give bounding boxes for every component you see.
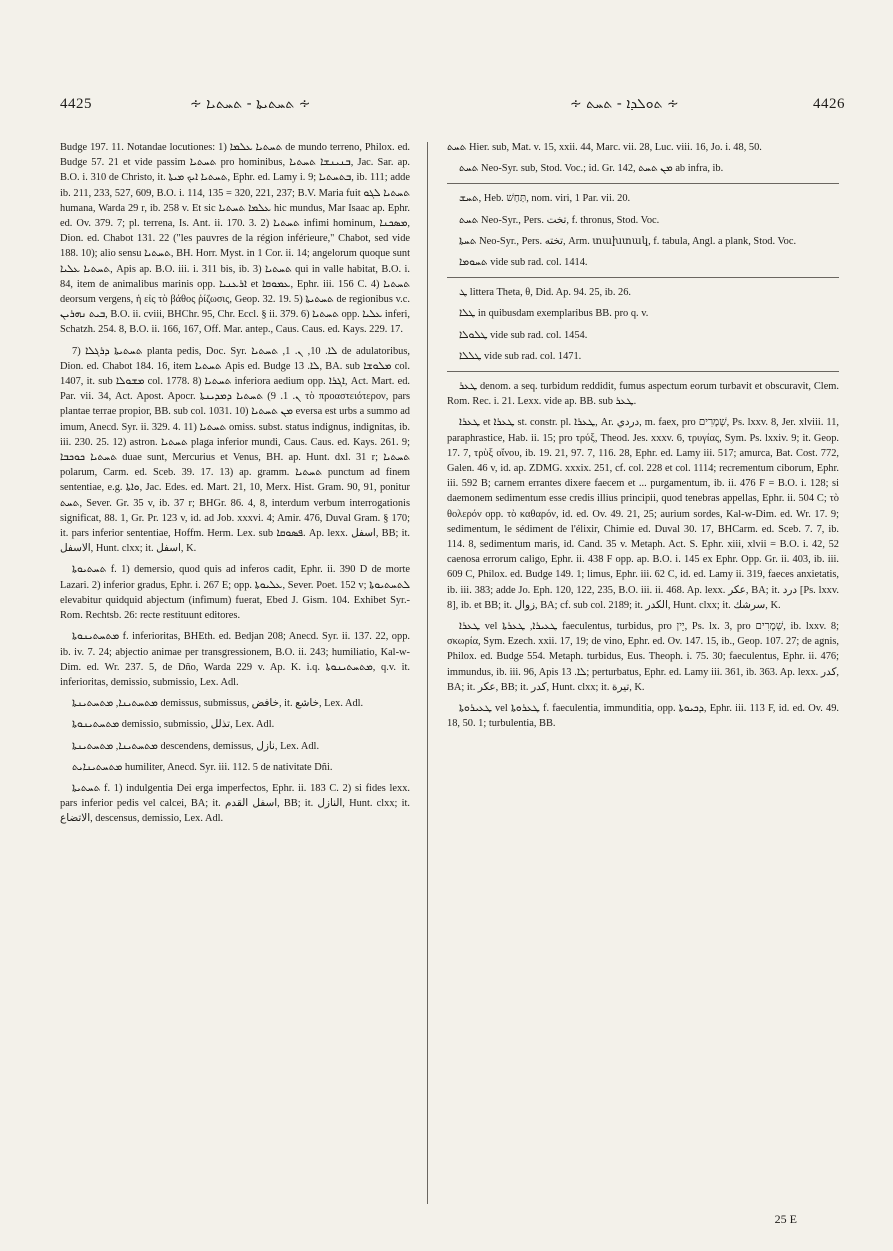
page-number-right: 4426 [813, 96, 845, 112]
right-column [447, 140, 839, 1220]
running-head-right: ∻ ܬܘܠܕܐ - ܬܚܬ ∻ [570, 96, 679, 112]
entry: ܛܥܝܪܘܬܐ vel ܛܥܪܘܬܐ f. faeculentia, immunditia, opp. ܕܟܝܘܬܐ, Ephr. iii. 113 F, id. ed. Ov. 49. 18, 50. 1; turbulentia, BB. [447, 703, 839, 730]
entry: ܡܬܚܬܝܢܘܬܐ f. inferioritas, BHEth. ed. Bedjan 208; Anecd. Syr. ii. 137. 22, opp. ib. iv. 7. 24; abjectio animae per transgressionem, B.O. ii. 243; humiliatio, Kal-w-Dim. ed. Wr. 237. 5, de Dño, Warda 229 v. Ap. K. i.q. ܡܬܚܬܝܢܘܬܐ, q.v. it. inferioritas, demissio, submissio, Lex. Adl. [60, 631, 410, 688]
entry: ܡܬܚܬܝܢܐ, ܡܬܚܬܝܢܬܐ descendens, demissus, نازل, Lex. Adl. [72, 740, 320, 752]
entry: ܡܬܚܬܝܢܐ, ܡܬܚܬܝܢܬܐ demissus, submissus, خافض, it. خاشع, Lex. Adl. [72, 698, 364, 710]
page-number-left: 4425 [60, 96, 92, 112]
entry: ܛܥܪ denom. a seq. turbidum reddidit, fumus aspectum eorum turbavit et obscuravit, Clem. Rom. Rec. i. 21. Lexx. vide ap. BB. sub ܛܥܪ. [447, 381, 839, 408]
entry: ܬܚܬܐ Neo-Syr., Pers. تخته, Arm. տախտակ, f. tabula, Angl. a plank, Stod. Voc. [459, 235, 797, 247]
page-header [60, 96, 845, 120]
entry: ܛܠܘܠܐ vide sub rad. col. 1454. [459, 329, 588, 341]
section-rule [447, 183, 839, 184]
entry: ܬܚܬ Neo-Syr. sub, Stod. Voc.; id. Gr. 142, ܡܢ ܬܚܬ ab infra, ib. [459, 163, 724, 175]
section-rule [447, 371, 839, 372]
entry: ܬܚܘܡܐ vide sub rad. col. 1414. [459, 257, 588, 269]
entry: ܛܠܠܐ vide sub rad. col. 1471. [459, 350, 582, 362]
entry: ܛܥܪܐ vel ܛܥܝܪܐ, ܛܥܪܬܐ faeculentus, turbidus, pro יֵין, Ps. lx. 3, pro שְׁמָרִים, ib. lxxv. 8; σκωρία, Sym. Ezech. xxii. 17, 19; de vino, Ephr. ed. Ov. 147. 15, ib., Geop. 107. 27; de agnis, Philox. ed. Budge 554. Metaph. turbidus, Eus. Theoph. i. 75. 30; faeculentus, Ephr. ii. 476; immundus, ib. iii. 96, Apis ܠܐ. 13; perturbatus, Ephr. ed. Lamy iii. 361, ib. 363. Ap. lexx. كدر, BA; it. عكر, BB; it. كدر, Hunt. clxx; it. تيرة, K. [447, 621, 839, 693]
entry: Budge 197. 11. Notandae locutiones: 1) ܬܚܬܝܐ ܥܠܡܐ de mundo terreno, Philox. ed. Budge 57. 21 et vide passim ܬܚܬܝܐ pro hominibus, ܒܢܝܢܫܐ ܬܚܬܝܐ, Jac. Sar. ap. B.O. i. 310 de Christo, it. ܬܚܬܝܐ ܐܝܟ ܡܝܬܐ, Ephr. ed. Lamy i. 9; ܒܬܚܬܝܐ, ib. 111; adde ib. 211, 233, 527, 609, B.O. i. 114, 135 = 320, 221, 237; B.V. Maria fuit ܬܚܬܝܐ ܠܓܘ humana, Warda 29 r, ib. 258 v. Et sic ܥܠܡܐ ܬܚܬܝܐ hic mundus, Mar Isaac ap. Ephr. ed. Ov. 379. 7; pl. terrena, Is. Ant. ii. 170. 3. 2) ܬܚܬܝܐ infimi hominum, ܡܣܟܢܐ, Dion. ed. Chabot 131. 22 ("les pauvres de la région inférieure," Chabot, sed vide 188. 10); alio sensu ܬܚܬܝܐ, BH. Horr. Myst. in 1 Cor. ii. 14; angelorum quoque sunt ܬܚܬܝܐ ܥܠܝܐ, Apis ap. B.O. iii. i. 311 bis, ib. 3) ܬܚܬܝܐ qui in valle habitat, B.O. i. 84, item de animalibus marinis opp. ܐܪܥܢܝܐ et ܥܡܘܩܐ, Ephr. iii. 156 C. 4) ܬܚܬܝܐ deorsum vergens, ἡ εἰς τὸ βάθος ῥίζωσις, Geop. 32. 19. 5) ܬܚܬܝܬܐ de regionibus v.c. ܒܝܬ ܢܗܪܝܢ, B.O. ii. cviii, BHChr. 95, Chr. Eccl. § ii. 379. 6) ܬܚܬܝܐ opp. ܥܠܝܐ inferi, Schatzh. 254. 8, B.O. ii. 166, 167, Off. Mar. antep., Caus. Caus. ed. Kays. 229. 17. [60, 142, 410, 336]
column-divider [427, 142, 428, 1204]
entry: ܬܚܫ, Heb. תַּחַשׁ, nom. viri, 1 Par. vii. 20. [459, 193, 631, 205]
entry: ܬܚܬ Neo-Syr., Pers. تخت, f. thronus, Stod. Voc. [459, 214, 660, 226]
entry: ܬܚܬ Hier. sub, Mat. v. 15, xxii. 44, Marc. vii. 28, Luc. viii. 16, Jo. i. 48, 50. [447, 142, 762, 153]
entry: 7) ܬܚܬܝܬܐ ܕܪܓܠܐ planta pedis, Doc. Syr. ܠܐ. 10, ܢ. 1, ܬܚܬܝܐ de adulatoribus, Dion. ed. Chabot 184. 16, item ܬܚܬܝܐ Apis ed. Budge ܠܐ. 13, BA. sub ܡܠܘܫܐ col. 1407, it. sub ܡܫܘܠܐ col. 1778. 8) ܬܚܬܝܐ inferiora aedium opp. ܐܓܪܐ, Act. Mart. ed. Par. vii. 34, Act. Apost. Apocr. ܢ. 1. 9) ܬܚܬܝܐ ܕܡܕܝܢܬܐ τὸ προαστειότερον, pars plantae terrae propior, BB. sub col. 1031. 10) ܡܢ ܬܚܬܝܐ eversa est urbs a summo ad imum, Anecd. Syr. ii. 329. 4. 11) ܬܚܬܝܐ omiss. subst. status indignus, indignitas, ib. iii. 230. 25. 12) astron. ܬܚܬܝܐ plaga inferior mundi, Caus. Caus. ed. Kays. 261. 9; ܬܚܬܝܐ ܟܘܟܒܐ duae sunt, Mercurius et Venus, BH. ap. Hunt. dxl. 31 r; ܬܚܬܝܐ polarum, Carm. ed. Sceb. 39. 17. 13) ap. gramm. ܬܚܬܝܐ punctum ad finem sententiae, e.g. ܘܐܬܐ, Jac. Edes. ed. Mart. 21, 10, Merx. Hist. Gram. 90, 91, ponitur ܬܚܬ, Sever. Gr. 35 v, ib. 37 r; BHGr. 86. 4, 8, interdum verbum interrogationis significat, 88. 1, Gr. Pr. 123 v, id. ad Job. xxxvi. 4; Amir. 476, Duval Gram. § 170; it. pars inferior sententiae, Hoffm. Herm. Lex. sub ܦܣܘܩܐ. Ap. lexx. اسفل, BB; it. الاسفل, Hunt. clxx; it. اسفل, K. [60, 345, 410, 555]
entry: ܬܚܬܝܬܐ f. 1) indulgentia Dei erga imperfectos, Ephr. ii. 183 C. 2) si fides lexx. pars inferior pedis vel calcei, BA; it. اسفل القدم, BB; it. النازل, Hunt. clxx; it. الاتضاع, descensus, demissio, Lex. Adl. [60, 782, 410, 825]
entry: ܛܥܪܐ et ܛܥܪܐ st. constr. pl. ܛܥܪܐ, Ar. دردي, m. faex, pro שְׁמָרִים, Ps. lxxv. 8, Jer. xlviii. 11, paraphrastice, Hab. ii. 15; pro τρύξ, Theod. Jes. xxxv. 6, τρυγίας, Sym. Ps. lxxiv. 9; it. Geop. 17. 7, τρὺξ οἴνου, ib. 19. 21, 97. 7, 116. 28, Ephr. ed. Lamy iii. 517; amurca, Bat. Cost. 772, Galen. 46 v, id. ap. ZDMG. xxxix. 251, cf. col. 228 et col. 1114; recrementum ciborum, Ephr. iii. 592 B; carnem errantes dixere faecem et ... purgamentum, ib. ii. 476 F = B.O. i. 128; si daemonem sedimentum esse credis illius principii, quod tenebras appellas, Ephr. ii. 504 C; τὸ θολερόν opp. τὸ καθαρόν, id. ed. Ov. 49. 21, 25; aurium sordes, Kal-w-Dim. ed. Wr. 17. 9; sedimentum, le sédiment de l'élixir, Chimie ed. Duval 30. 17, BHCarm. ed. Sceb. 7. 7, ib. 114. 8, sedimentum maris, id. Cand. 35 v. Metaph. Act. S. Ephr. xiii, xlvii = B.O. i. 42, 52 caenosa errorum caligo, Ephr. ii. 438 F opp. ap. B.O. i. 145 ex Ephr. Opp. Gr. ii. 403, ib. iii. 609 C, Philox. ed. Budge 149. 1; limus, Ephr. iii. 62 C, id. ed. Lamy ii. 319, faeces anxietatis, ib. iii. 383; adde Jo. Eph. 120, 122, 235, B.O. iii. ii. 468. Ap. lexx. عكر, BA; it. درد [Ps. lxxv. 8], ib. et BB; it. زوال, BA; cf. sub col. 2189; it. الكدر, Hunt. clxx; it. سرشك, K. [447, 417, 839, 611]
entry: ܛܠܐ in quibusdam exemplaribus BB. pro q. v. [459, 308, 649, 320]
left-column [60, 140, 410, 1220]
entry: ܛ littera Theta, θ, Did. Ap. 94. 25, ib. 26. [459, 287, 632, 299]
entry: ܡܬܚܬܝܢܘܬܐ demissio, submissio, تذلل, Lex. Adl. [72, 719, 275, 731]
signature-mark: 25 E [774, 1212, 797, 1226]
entry: ܡܬܚܬܝܢܐܝܬ humiliter, Anecd. Syr. iii. 112. 5 de nativitate Dñi. [72, 761, 333, 773]
section-rule [447, 277, 839, 278]
running-head-left: ∻ ܬܚܬܝܬܐ - ܬܚܬܝܐ ∻ [190, 96, 311, 112]
entry: ܬܚܬܝܘܬܐ f. 1) demersio, quod quis ad inferos cadit, Ephr. ii. 390 D de morte Lazari. 2) inferior gradus, Ephr. i. 267 E; opp. ܥܠܝܘܬܐ, Sever. Poet. 152 v; ܠܬܚܬܝܘܬܐ elevabitur quidquid abjectum (infimum) fuerat, Ebed J. Gism. 104. Exhibet Syr.-Rom. Rechtsb. 26: recte restituunt editores. [60, 564, 410, 622]
